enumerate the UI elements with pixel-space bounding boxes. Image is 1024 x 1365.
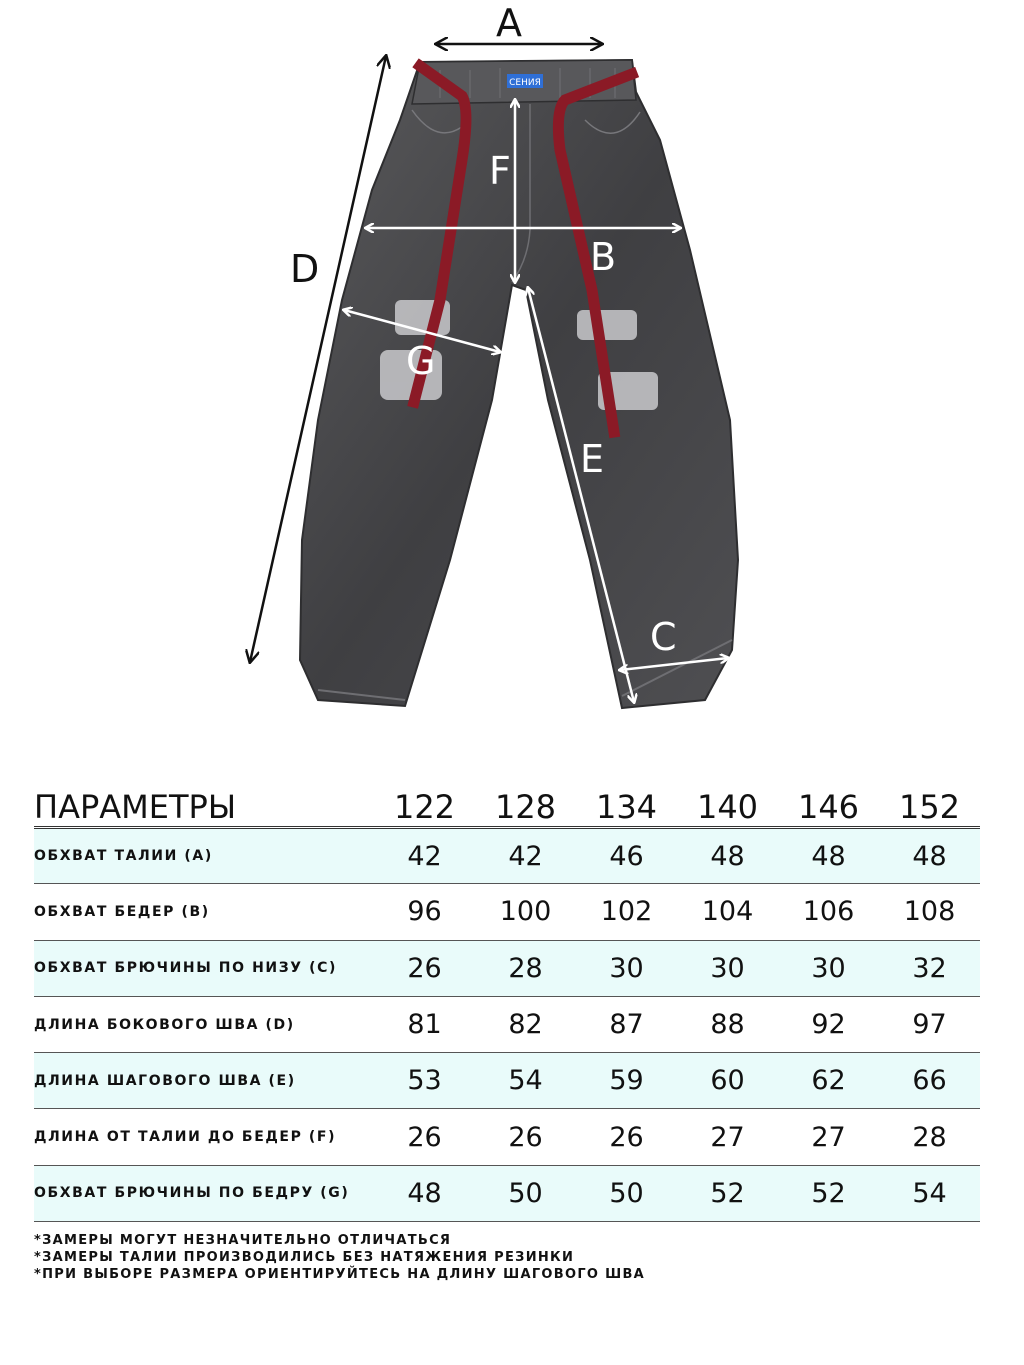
parameter-label: ОБХВАТ БЕДЕР (B) xyxy=(34,903,210,920)
measurement-value: 48 xyxy=(912,840,947,872)
params-header: ПАРАМЕТРЫ xyxy=(34,788,237,826)
measurement-value: 32 xyxy=(912,952,947,984)
size-header: 134 xyxy=(595,788,658,826)
label-e: E xyxy=(580,437,605,481)
measurement-value: 104 xyxy=(701,896,754,928)
parameter-label: ОБХВАТ ТАЛИИ (A) xyxy=(34,848,213,865)
measurement-value: 48 xyxy=(407,1177,442,1209)
footnote: *ПРИ ВЫБОРЕ РАЗМЕРА ОРИЕНТИРУЙТЕСЬ НА ДЛИНУ ШАГОВОГО ШВА xyxy=(34,1267,646,1282)
measurement-value: 30 xyxy=(609,952,644,984)
measurement-value: 27 xyxy=(811,1121,846,1153)
measurement-value: 26 xyxy=(609,1121,644,1153)
measurement-value: 30 xyxy=(811,952,846,984)
size-header: 152 xyxy=(898,788,961,826)
measurement-value: 92 xyxy=(811,1009,846,1041)
measurement-value: 62 xyxy=(811,1065,846,1097)
measurement-value: 59 xyxy=(609,1065,644,1097)
brand-tag-text: СЕНИЯ xyxy=(509,78,541,88)
measurement-value: 54 xyxy=(912,1177,947,1209)
size-header: 128 xyxy=(494,788,557,826)
table-row xyxy=(34,1109,980,1165)
size-header: 122 xyxy=(393,788,456,826)
measurement-value: 26 xyxy=(407,1121,442,1153)
measurement-value: 27 xyxy=(710,1121,745,1153)
measurement-value: 87 xyxy=(609,1009,644,1041)
measurement-value: 96 xyxy=(407,896,442,928)
measurement-value: 50 xyxy=(508,1177,543,1209)
measurement-value: 102 xyxy=(600,896,653,928)
size-table xyxy=(34,780,980,1222)
table-header-row xyxy=(34,780,980,828)
table-row xyxy=(34,1165,980,1221)
measurement-value: 48 xyxy=(710,840,745,872)
label-c: C xyxy=(650,615,677,659)
table-row xyxy=(34,940,980,996)
measurement-value: 81 xyxy=(407,1009,442,1041)
measurement-value: 42 xyxy=(407,840,442,872)
measurement-value: 30 xyxy=(710,952,745,984)
measurement-value: 48 xyxy=(811,840,846,872)
parameter-label: ОБХВАТ БРЮЧИНЫ ПО НИЗУ (C) xyxy=(34,960,337,977)
footnote: *ЗАМЕРЫ ТАЛИИ ПРОИЗВОДИЛИСЬ БЕЗ НАТЯЖЕНИЯ РЕЗИНКИ xyxy=(34,1250,575,1265)
table-row xyxy=(34,828,980,884)
size-header: 146 xyxy=(797,788,860,826)
measurement-value: 82 xyxy=(508,1009,543,1041)
measurement-value: 50 xyxy=(609,1177,644,1209)
parameter-label: ДЛИНА ОТ ТАЛИИ ДО БЕДЕР (F) xyxy=(34,1129,337,1146)
parameter-label: ДЛИНА БОКОВОГО ШВА (D) xyxy=(34,1016,295,1033)
parameter-label: ДЛИНА ШАГОВОГО ШВА (E) xyxy=(34,1072,296,1089)
label-b: B xyxy=(590,235,617,279)
footnote: *ЗАМЕРЫ МОГУТ НЕЗНАЧИТЕЛЬНО ОТЛИЧАТЬСЯ xyxy=(34,1233,452,1248)
measurement-value: 100 xyxy=(499,896,552,928)
label-g: G xyxy=(406,339,436,383)
measurement-value: 28 xyxy=(912,1121,947,1153)
measurement-value: 42 xyxy=(508,840,543,872)
size-header: 140 xyxy=(696,788,759,826)
measurement-value: 26 xyxy=(508,1121,543,1153)
parameter-label: ОБХВАТ БРЮЧИНЫ ПО БЕДРУ (G) xyxy=(34,1185,350,1202)
label-d: D xyxy=(290,247,320,291)
measurement-value: 88 xyxy=(710,1009,745,1041)
table-row xyxy=(34,1053,980,1109)
label-f: F xyxy=(489,149,511,193)
footnotes xyxy=(34,1232,645,1283)
measurement-value: 106 xyxy=(802,896,855,928)
measurement-value: 54 xyxy=(508,1065,543,1097)
table-row xyxy=(34,884,980,940)
measurement-value: 46 xyxy=(609,840,644,872)
table-row xyxy=(34,996,980,1052)
measurement-value: 26 xyxy=(407,952,442,984)
size-table-container xyxy=(34,780,980,1222)
measurement-value: 53 xyxy=(407,1065,442,1097)
measurement-value: 66 xyxy=(912,1065,947,1097)
measurement-value: 108 xyxy=(903,896,956,928)
measurement-value: 28 xyxy=(508,952,543,984)
measurement-value: 52 xyxy=(811,1177,846,1209)
jeans-body xyxy=(300,60,738,708)
measurement-value: 52 xyxy=(710,1177,745,1209)
measurement-value: 97 xyxy=(912,1009,947,1041)
measurement-value: 60 xyxy=(710,1065,745,1097)
label-a: A xyxy=(496,1,522,45)
